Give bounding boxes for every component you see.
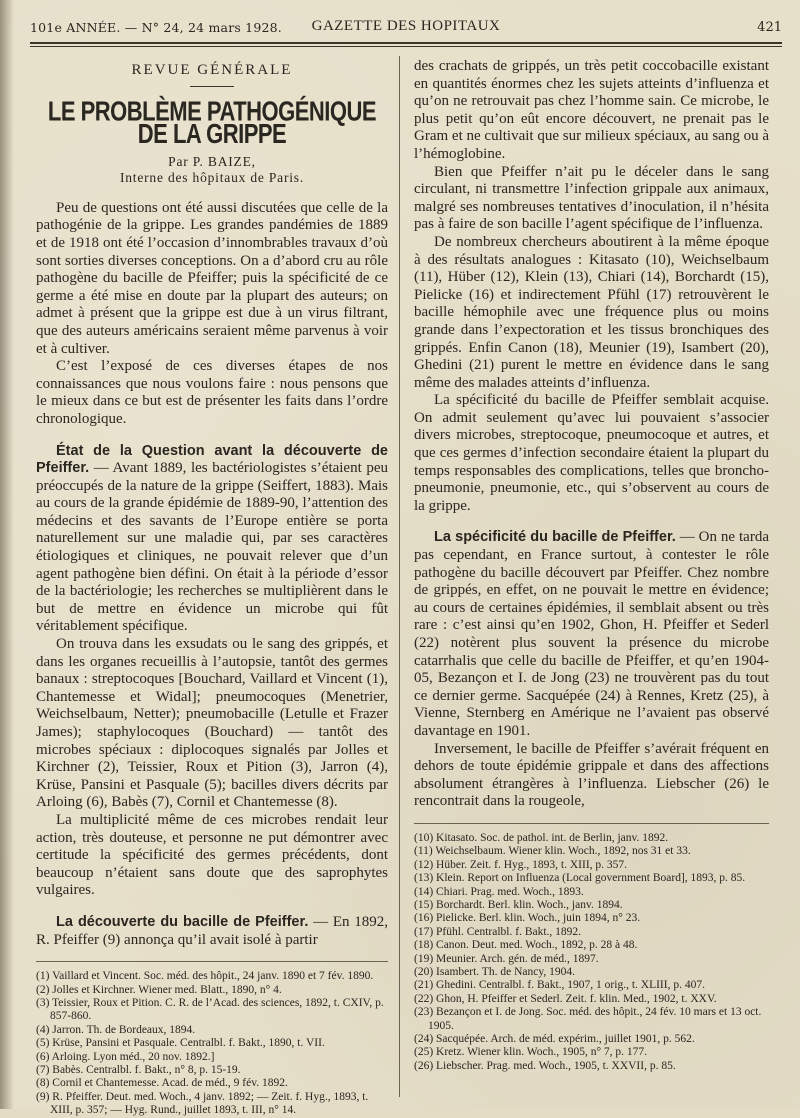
footnote: (21) Ghedini. Centralbl. f. Bakt., 1907, 1 orig., t. XLIII, p. 407. (414, 979, 705, 992)
intro-paragraph-1: Peu de questions ont été aussi discutées que celle de la pathogénie de la grippe. Les grandes pandémies de 1889 et de 1918 ont été l’occasion d’innombrables travaux d’où sont sorties diverses conceptions. On a d’abord cru au rôle pathogène du bacille de Pfeiffer; puis la spécificité de ce germe a été mise en doute par la plupart des auteurs; on admet à présent que la grippe est due à un virus filtrant, que des auteurs américains seraient même parvenus à voir et à cultiver. (36, 199, 388, 357)
footnote: (14) Chiari. Prag. med. Woch., 1893. (414, 885, 584, 898)
footnote: (23) Bezançon et I. de Jong. Soc. méd. des hôpit., 24 fév. 10 mars et 13 oct. 1905. (414, 1006, 762, 1032)
left-column (36, 58, 388, 1118)
author: Par P. BAIZE, (168, 153, 256, 169)
paragraph-specificity: La spécificité du bacille de Pfeiffer semblait acquise. On admit seulement qu’avec lui pouvaient s’associer divers microbes, streptocoque, pneumocoque et autres, et que ces germes d’infection secondaire étaient la plupart du temps responsables des complications, telles que broncho-pneumonie, pneumonie, etc., qui s’observent au cours de la grippe. (414, 392, 769, 514)
footnote: (18) Canon. Deut. med. Woch., 1892, p. 28 à 48. (414, 939, 638, 952)
section-heading-2: La découverte du bacille de Pfeiffer. (56, 913, 309, 930)
byline (36, 154, 388, 186)
footnote: (15) Borchardt. Berl. klin. Woch., janv. 1894. (414, 898, 623, 911)
footnote: (5) Krüse, Pansini et Pasquale. Centralbl. f. Bakt., 1890, t. VII. (36, 1037, 325, 1050)
article-title: LE PROBLÈME PATHOGÉNIQUE DE LA GRIPPE (47, 95, 377, 149)
issue-info: 101e ANNÉE. — N° 24, 24 mars 1928. (30, 20, 282, 35)
footnote: (17) Pfühl. Centralbl. f. Bakt., 1892. (414, 925, 582, 938)
footnote: (11) Weichselbaum. Wiener klin. Woch., 1892, nos 31 et 33. (414, 845, 691, 858)
footnote: (12) Hüber. Zeit. f. Hyg., 1893, t. XIII, p. 357. (414, 858, 628, 871)
footnote: (26) Liebscher. Prag. med. Woch., 1905, t. XXVII, p. 85. (414, 1059, 676, 1072)
paragraph-coccobacille: des crachats de grippés, un très petit coccobacille existant en quantités énormes chez les sujets atteints d’influenza et qu’on ne retrouvait pas chez l’homme sain. Ce microbe, le plus petit qu’on eût encore découvert, ne prenait pas le Gram et ne cultivait que sur milieux spéciaux, au sang ou à l’hémoglobine. (414, 58, 769, 162)
section-paragraph-3-text: — On ne tarda pas cependant, en France surtout, à contester le rôle pathogène du bacille découvert par Pfeiffer. Chez nombre de grippés, en effet, on ne pouvait le mettre en évidence; au cours de certaines épidémies, il semblait absent ou très rare : c’est ainsi qu’en 1902, Ghon, H. Pfeiffer et Sederl (22) notèrent plus souvent la présence du microbe catarrhalis que celle du bacille de Pfeiffer, et qu’en 1904-05, Bezançon et I. de Jong (23) ne trouvèrent pas du tout ce dernier germe. Sacquépée (24) à Rennes, Kretz (25), à Vienne, Sternberg en Amérique ne l’avaient pas observé davantage en 1901. (414, 529, 769, 739)
page-header (30, 14, 782, 42)
header-rule (30, 42, 782, 44)
footnotes-left (36, 961, 388, 1117)
section-heading-3: La spécificité du bacille de Pfeiffer. (434, 529, 676, 546)
footnote: (19) Meunier. Arch. gén. de méd., 1897. (414, 952, 599, 965)
footnote: (25) Kretz. Wiener klin. Woch., 1905, n° 7, p. 177. (414, 1046, 648, 1059)
paragraph-inversely: Inversement, le bacille de Pfeiffer s’avérait fréquent en dehors de toute épidémie grippale et dans des affections absolument étrangères à l’influenza. Liebscher (26) le rencontrait dans la rougeole, (414, 740, 769, 810)
section-label: REVUE GÉNÉRALE (131, 62, 293, 78)
journal-title: GAZETTE DES HOPITAUX (311, 18, 501, 34)
footnote: (16) Pielicke. Berl. klin. Woch., juin 1894, n° 23. (414, 912, 641, 925)
section-heading-1: État de la Question avant la découverte de Pfeiffer. (36, 442, 388, 477)
footnote: (10) Kitasato. Soc. de pathol. int. de Berlin, janv. 1892. (414, 831, 669, 844)
paragraph-hesitation: Bien que Pfeiffer n’ait pu le déceler dans le sang circulant, ni transmettre l’infection grippale aux animaux, malgré ses nombreuses tentatives d’inoculation, il n’hésita pas à faire de son bacille l’agent spécifique de l’influenza. (414, 163, 769, 233)
paragraph-researchers: De nombreux chercheurs aboutirent à la même époque à des résultats analogues : Kitasato (10), Weichselbaum (11), Hüber (12), Klein (13), Chiari (14), Borchardt (15), Pielicke (16) et indirectement Pfühl (17) retrouvèrent le bacille hémophile avec une fréquence plus ou moins grande dans l’expectoration et les tissus bronchiques des grippés. Enfin Canon (18), Meunier (19), Isambert (20), Ghedini (21) purent le mettre en évidence dans le sang même des malades atteints d’influenza. (414, 233, 769, 391)
section-paragraph-1-text: — Avant 1889, les bactériologistes s’étaient peu préoccupés de la nature de la grippe (Seiffert, 1883). Mais au cours de la grande épidémie de 1889-90, l’attention des médecins et des savants de l’Europe entière se porta naturellement sur une maladie qui, par ses caractères étiologiques et cliniques, ne pouvait relever que d’un agent pathogène bien défini. On était à la période d’essor de la bactériologie; les recherches se multiplièrent dans le but de mettre en évidence un microbe qui fût véritablement spécifique. (36, 460, 388, 635)
column-separator (399, 56, 400, 1097)
section-paragraph-2-text: — En 1892, R. Pfeiffer (9) annonça qu’il avait isolé à partir (36, 913, 388, 948)
footnote: (13) Klein. Report on Influenza (Local government Board], 1893, p. 85. (414, 872, 746, 885)
footnote: (20) Isambert. Th. de Nancy, 1904. (414, 966, 575, 978)
footnote: (1) Vaillard et Vincent. Soc. méd. des hôpit., 24 janv. 1890 et 7 fév. 1890. (36, 970, 374, 983)
intro-paragraph-2: C’est l’exposé de ces diverses étapes de nos connaissances que nous voulons faire : nous pensons que le mieux dans ce but est de présenter les faits dans l’ordre chronologique. (36, 358, 388, 427)
footnote: (7) Babès. Centralbl. f. Bakt., n° 8, p. 15-19. (36, 1063, 241, 1076)
paragraph-germs: On trouva dans les exsudats ou le sang des grippés, et dans les organes recueillis à l’autopsie, tantôt des germes banaux : streptocoques [Bouchard, Vaillard et Vincent (1), Chantemesse et Widal]; pneumocoques (Menetrier, Weichselbaum, Netter); pneumobacille (Letulle et Frazer James); staphylocoques (Bouchard) — tantôt des microbes spéciaux : diplocoques signalés par Jolles et Kirchner (2), Teissier, Roux et Pition (3), Jarron (4), Krüse, Pansini et Pasquale (5); bacilles divers décrits par Arloing (6), Babès (7), Cornil et Chantemesse (8). (36, 636, 388, 811)
page-edge-shadow (0, 0, 14, 1109)
section-rule (190, 86, 234, 87)
footnote: (8) Cornil et Chantemesse. Acad. de méd., 9 fév. 1892. (36, 1077, 288, 1090)
section-paragraph-3 (414, 529, 769, 740)
section-paragraph-1 (36, 443, 388, 637)
footnote: (24) Sacquépée. Arch. de méd. expérim., juillet 1901, p. 562. (414, 1033, 695, 1046)
footnote: (9) R. Pfeiffer. Deut. med. Woch., 4 janv. 1892; — Zeit. f. Hyg., 1893, t. XIII, p. 357; — Hyg. Rund., juillet 1893, t. III, n° 14. (36, 1090, 369, 1117)
footnote: (4) Jarron. Th. de Bordeaux, 1894. (36, 1023, 196, 1036)
footnote: (2) Jolles et Kirchner. Wiener med. Blatt., 1890, n° 4. (36, 983, 282, 996)
right-column (414, 58, 769, 1073)
header-rule-thin (30, 46, 782, 47)
section-paragraph-2 (36, 914, 388, 949)
author-affiliation: Interne des hôpitaux de Paris. (119, 169, 305, 185)
page-number: 421 (757, 20, 782, 35)
footnote: (6) Arloing. Lyon méd., 20 nov. 1892.] (36, 1050, 215, 1063)
footnotes-right (414, 823, 769, 1073)
footnote: (22) Ghon, H. Pfeiffer et Sederl. Zeit. f. klin. Med., 1902, t. XXV. (414, 992, 717, 1005)
paragraph-multiplicity: La multiplicité même de ces microbes rendait leur action, très douteuse, et personne ne put démontrer avec certitude la spécificité des germes précédents, dont beaucoup n’étaient sans doute que des saprophytes vulgaires. (36, 811, 388, 899)
footnote: (3) Teissier, Roux et Pition. C. R. de l’Acad. des sciences, 1892, t. CXIV, p. 857-860. (36, 996, 384, 1023)
